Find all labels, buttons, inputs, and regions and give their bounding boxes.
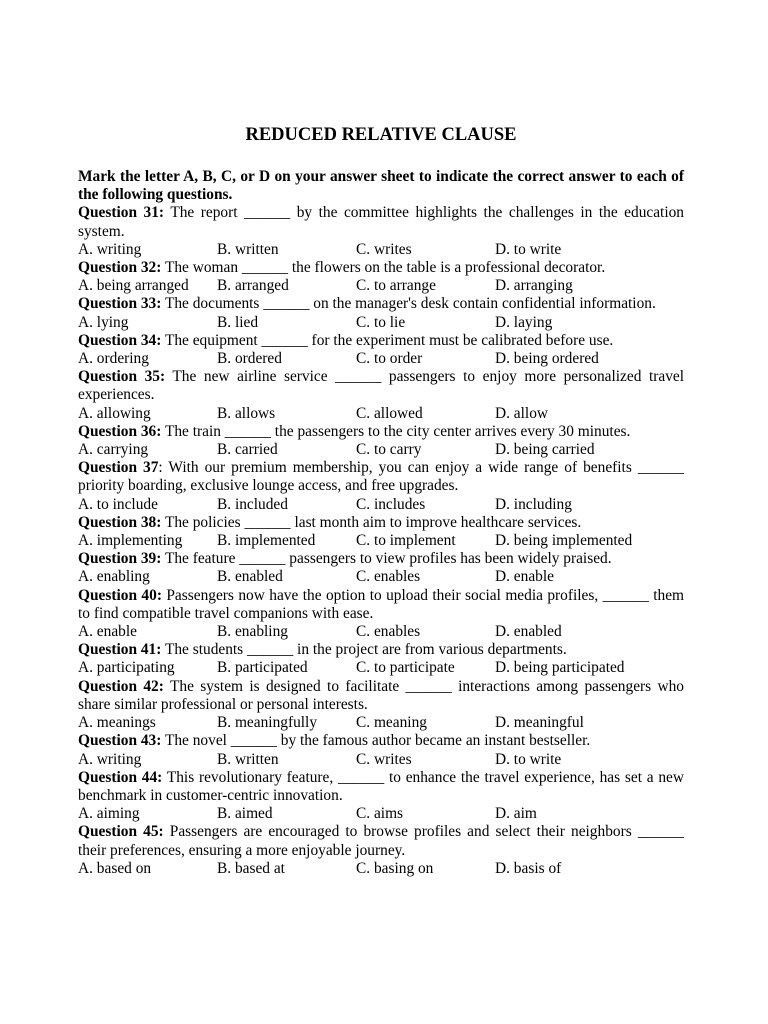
answer-options [78,314,684,332]
question-label: Question 40: [78,586,162,604]
option-a: A. ordering [78,350,149,368]
option-c: C. writes [356,750,412,768]
option-b: B. aimed [217,805,273,823]
option-b: B. arranged [217,277,289,295]
question-item [78,587,684,642]
option-a: A. participating [78,659,175,677]
option-d: D. laying [495,313,553,331]
option-b: B. enabling [217,623,288,641]
question-label: Question 34: [78,331,162,349]
answer-options [78,751,684,769]
option-a: A. to include [78,495,158,513]
option-c: C. to implement [356,532,456,550]
instructions: Mark the letter A, B, C, or D on your answer sheet to indicate the correct answer to each of the following questions. [78,168,684,204]
option-a: A. aiming [78,805,140,823]
option-c: C. to participate [356,659,455,677]
option-d: D. allow [495,404,549,422]
question-label: Question 31: [78,204,165,222]
option-c: C. to carry [356,441,422,459]
question-label: Question 37 [78,459,159,477]
option-a: A. lying [78,313,129,331]
question-text: The train ______ the passengers to the city center arrives every 30 minutes. [164,422,631,440]
question-item [78,332,684,368]
question-text-line [78,259,684,277]
question-text-line [78,459,684,495]
option-a: A. writing [78,750,142,768]
question-text: The equipment ______ for the experiment must be calibrated before use. [164,331,614,349]
option-d: D. aim [495,805,537,823]
question-text: The new airline service ______ passengers to enjoy more personalized travel experiences. [78,368,684,404]
option-d: D. enabled [495,623,562,641]
option-a: A. implementing [78,532,183,550]
option-c: C. enables [356,623,421,641]
option-a: A. enabling [78,568,150,586]
option-d: D. to write [495,240,562,258]
option-d: D. including [495,495,572,513]
question-text-line [78,332,684,350]
option-d: D. being participated [495,659,625,677]
option-d: D. arranging [495,277,573,295]
document-page [78,124,684,878]
question-text-line [78,423,684,441]
question-text: The students ______ in the project are from various departments. [164,641,567,659]
answer-options [78,714,684,732]
question-item [78,550,684,586]
question-text: Passengers now have the option to upload their social media profiles, ______ them to find compatible travel companions with ease. [78,586,684,622]
question-label: Question 36: [78,422,162,440]
question-label: Question 41: [78,641,162,659]
question-text: : With our premium membership, you can enjoy a wide range of benefits ______ priority boarding, exclusive lounge access, and free upgrades. [78,459,684,495]
option-c: C. allowed [356,404,423,422]
question-label: Question 43: [78,732,162,750]
option-c: C. aims [356,805,404,823]
option-b: B. written [217,750,279,768]
option-d: D. enable [495,568,554,586]
answer-options [78,805,684,823]
option-c: C. basing on [356,859,434,877]
option-c: C. to lie [356,313,406,331]
question-text: This revolutionary feature, ______ to enhance the travel experience, has set a new benchmark in customer-centric innovation. [78,768,684,804]
option-a: A. allowing [78,404,151,422]
question-text: The documents ______ on the manager's desk contain confidential information. [164,295,656,313]
question-text-line [78,641,684,659]
question-text: The report ______ by the committee highlights the challenges in the education system. [78,204,685,240]
option-a: A. based on [78,859,152,877]
question-text: The feature ______ passengers to view profiles has been widely praised. [164,550,612,568]
question-item [78,823,684,878]
question-text-line [78,204,684,240]
document-title: REDUCED RELATIVE CLAUSE [245,125,517,145]
question-item [78,769,684,824]
option-a: A. meanings [78,714,156,732]
answer-options [78,532,684,550]
question-text-line [78,550,684,568]
option-d: D. basis of [495,859,562,877]
option-a: A. enable [78,623,137,641]
option-b: B. ordered [217,350,282,368]
question-label: Question 33: [78,295,162,313]
option-c: C. enables [356,568,421,586]
answer-options [78,568,684,586]
option-b: B. allows [217,404,276,422]
question-text: The system is designed to facilitate ______ interactions among passengers who share similar professional or personal interests. [78,677,685,713]
option-b: B. meaningfully [217,714,318,732]
option-b: B. implemented [217,532,316,550]
question-text-line [78,368,684,404]
question-text: The policies ______ last month aim to improve healthcare services. [164,513,582,531]
option-a: A. being arranged [78,277,189,295]
option-c: C. includes [356,495,426,513]
question-text: The novel ______ by the famous author became an instant bestseller. [164,732,591,750]
option-d: D. being carried [495,441,595,459]
question-label: Question 44: [78,768,163,786]
question-text: The woman ______ the flowers on the table is a professional decorator. [164,259,606,277]
option-d: D. being ordered [495,350,599,368]
option-c: C. to arrange [356,277,436,295]
answer-options [78,277,684,295]
answer-options [78,496,684,514]
question-item [78,459,684,514]
question-item [78,678,684,733]
option-b: B. written [217,240,279,258]
question-list [78,204,684,878]
answer-options [78,659,684,677]
question-text-line [78,732,684,750]
option-b: B. included [217,495,288,513]
question-item [78,732,684,768]
question-item [78,295,684,331]
answer-options [78,405,684,423]
option-c: C. meaning [356,714,427,732]
question-label: Question 45: [78,823,164,841]
option-a: A. carrying [78,441,149,459]
question-item [78,368,684,423]
answer-options [78,241,684,259]
option-d: D. meaningful [495,714,584,732]
option-b: B. enabled [217,568,283,586]
question-text: Passengers are encouraged to browse profiles and select their neighbors ______ their preferences, ensuring a more enjoyable journey. [78,823,684,859]
question-label: Question 42: [78,677,164,695]
question-label: Question 32: [78,259,162,277]
question-text-line [78,823,684,859]
option-b: B. based at [217,859,285,877]
question-label: Question 38: [78,513,162,531]
option-c: C. writes [356,240,412,258]
question-text-line [78,587,684,623]
option-b: B. carried [217,441,278,459]
question-item [78,204,684,259]
answer-options [78,860,684,878]
option-d: D. being implemented [495,532,633,550]
question-text-line [78,678,684,714]
question-item [78,259,684,295]
option-c: C. to order [356,350,423,368]
question-text-line [78,295,684,313]
question-label: Question 35: [78,368,166,386]
question-item [78,423,684,459]
answer-options [78,623,684,641]
option-a: A. writing [78,240,142,258]
answer-options [78,441,684,459]
answer-options [78,350,684,368]
option-b: B. lied [217,313,259,331]
question-text-line [78,514,684,532]
question-item [78,514,684,550]
question-label: Question 39: [78,550,162,568]
question-text-line [78,769,684,805]
option-d: D. to write [495,750,562,768]
question-item [78,641,684,677]
option-b: B. participated [217,659,308,677]
